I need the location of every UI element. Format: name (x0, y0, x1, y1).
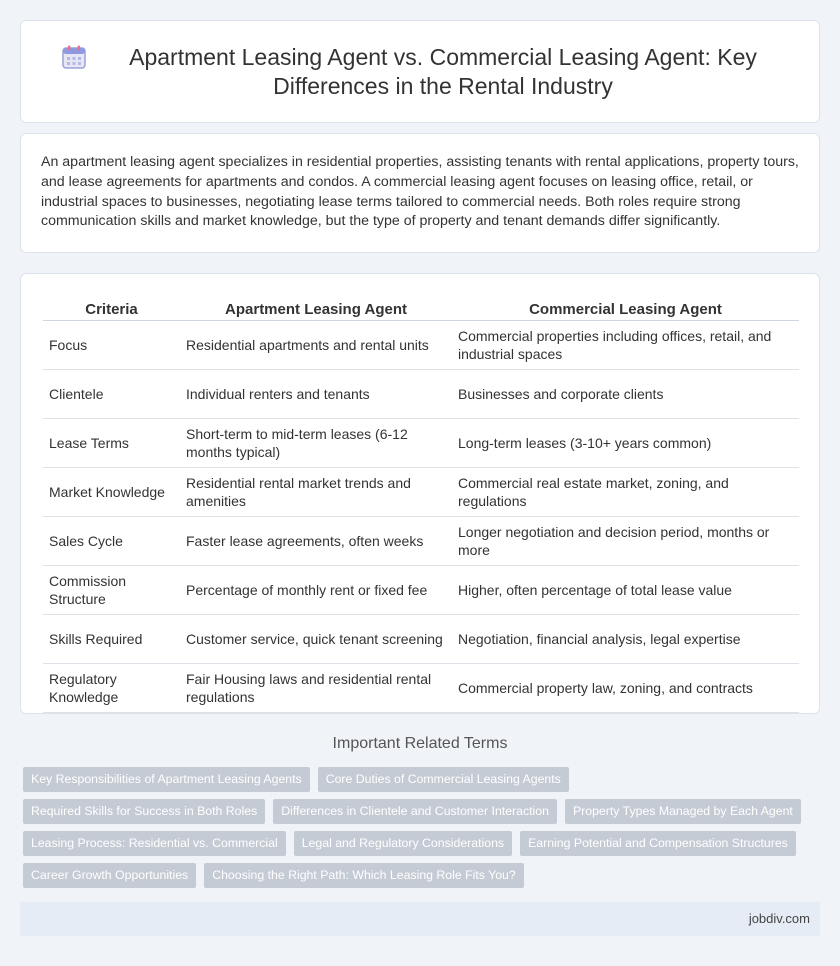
commercial-cell: Higher, often percentage of total lease value (452, 565, 799, 614)
apartment-cell: Customer service, quick tenant screening (180, 614, 452, 663)
footer-site-link[interactable]: jobdiv.com (748, 911, 810, 926)
commercial-cell: Commercial real estate market, zoning, and regulations (452, 467, 799, 516)
calendar-icon (61, 44, 87, 70)
related-term-tag[interactable]: Choosing the Right Path: Which Leasing Role Fits You? (204, 863, 524, 888)
apartment-cell: Individual renters and tenants (180, 369, 452, 418)
commercial-cell: Long-term leases (3-10+ years common) (452, 418, 799, 467)
commercial-cell: Longer negotiation and decision period, months or more (452, 516, 799, 565)
criteria-cell: Commission Structure (43, 565, 180, 614)
related-term-tag[interactable]: Earning Potential and Compensation Structures (520, 831, 796, 856)
related-term-tag[interactable]: Property Types Managed by Each Agent (565, 799, 801, 824)
related-term-tag[interactable]: Career Growth Opportunities (23, 863, 196, 888)
criteria-cell: Focus (43, 320, 180, 369)
apartment-cell: Percentage of monthly rent or fixed fee (180, 565, 452, 614)
criteria-cell: Clientele (43, 369, 180, 418)
criteria-cell: Market Knowledge (43, 467, 180, 516)
column-header-criteria: Criteria (43, 294, 180, 320)
footer (20, 902, 820, 936)
related-term-tag[interactable]: Legal and Regulatory Considerations (294, 831, 512, 856)
criteria-cell: Regulatory Knowledge (43, 663, 180, 712)
table-row (43, 467, 799, 516)
apartment-cell: Faster lease agreements, often weeks (180, 516, 452, 565)
commercial-cell: Commercial property law, zoning, and contracts (452, 663, 799, 712)
table-row (43, 614, 799, 663)
related-term-tag[interactable]: Differences in Clientele and Customer Interaction (273, 799, 557, 824)
table-row (43, 418, 799, 467)
criteria-cell: Skills Required (43, 614, 180, 663)
intro-card (20, 133, 820, 253)
apartment-cell: Short-term to mid-term leases (6-12 months typical) (180, 418, 452, 467)
criteria-cell: Sales Cycle (43, 516, 180, 565)
comparison-table (43, 294, 799, 713)
table-row (43, 565, 799, 614)
related-terms-list (23, 767, 823, 895)
column-header-commercial: Commercial Leasing Agent (452, 294, 799, 320)
criteria-cell: Lease Terms (43, 418, 180, 467)
title-card (20, 20, 820, 123)
intro-paragraph: An apartment leasing agent specializes in residential properties, assisting tenants with rental applications, property tours, and lease agreements for apartments and condos. A commercial leasing agent focuses on leasing office, retail, or industrial spaces to businesses, negotiating lease terms tailored to commercial needs. Both roles require strong communication skills and market knowledge, but the type of property and tenant demands differ significantly. (41, 154, 799, 230)
related-term-tag[interactable]: Key Responsibilities of Apartment Leasing Agents (23, 767, 310, 792)
table-header-row (43, 294, 799, 320)
commercial-cell: Businesses and corporate clients (452, 369, 799, 418)
table-row (43, 369, 799, 418)
table-row (43, 516, 799, 565)
related-term-tag[interactable]: Leasing Process: Residential vs. Commercial (23, 831, 286, 856)
column-header-apartment: Apartment Leasing Agent (180, 294, 452, 320)
commercial-cell: Negotiation, financial analysis, legal expertise (452, 614, 799, 663)
apartment-cell: Residential apartments and rental units (180, 320, 452, 369)
related-terms-title: Important Related Terms (332, 735, 508, 752)
comparison-card (20, 273, 820, 714)
page-title: Apartment Leasing Agent vs. Commercial Leasing Agent: Key Differences in the Rental Industry (129, 43, 757, 99)
table-row (43, 320, 799, 369)
apartment-cell: Fair Housing laws and residential rental regulations (180, 663, 452, 712)
related-term-tag[interactable]: Core Duties of Commercial Leasing Agents (318, 767, 569, 792)
commercial-cell: Commercial properties including offices, retail, and industrial spaces (452, 320, 799, 369)
apartment-cell: Residential rental market trends and amenities (180, 467, 452, 516)
related-term-tag[interactable]: Required Skills for Success in Both Roles (23, 799, 265, 824)
table-row (43, 663, 799, 712)
